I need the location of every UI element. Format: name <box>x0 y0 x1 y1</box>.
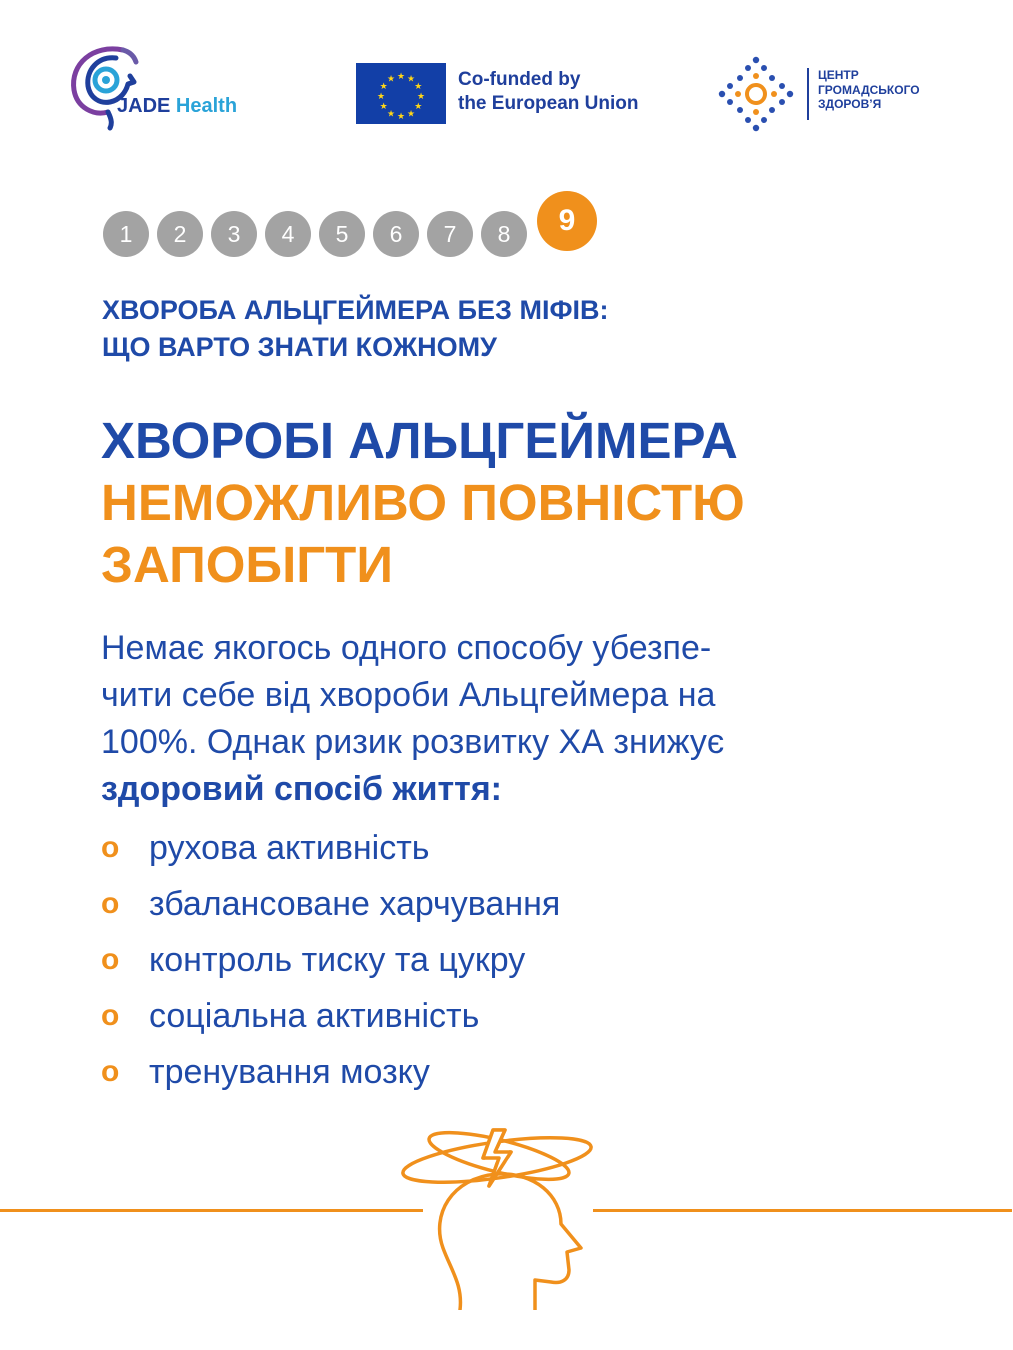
list-item <box>101 1044 560 1100</box>
page-5[interactable]: 5 <box>319 211 365 257</box>
subtitle-line-1: ХВОРОБА АЛЬЦГЕЙМЕРА БЕЗ МІФІВ: <box>102 295 609 325</box>
svg-text:★: ★ <box>379 82 388 92</box>
jade-health-wordmark <box>117 95 237 118</box>
bullet-icon: о <box>101 999 120 1032</box>
page-1[interactable]: 1 <box>103 211 149 257</box>
headline-orange <box>101 472 745 596</box>
jade-health-logo-icon <box>68 42 278 132</box>
eu-line-2: the European Union <box>458 93 639 114</box>
intro-paragraph <box>101 625 724 813</box>
jade-health-label: Health <box>175 95 238 117</box>
para-line-2: чити себе від хвороби Альцгеймера на <box>101 676 716 714</box>
svg-text:★: ★ <box>386 109 396 120</box>
svg-text:★: ★ <box>414 82 423 92</box>
page-8[interactable]: 8 <box>481 211 527 257</box>
cgz-line-3: ЗДОРОВ’Я <box>818 97 882 111</box>
list-item-text: тренування мозку <box>149 1052 430 1091</box>
cgz-divider <box>807 68 809 120</box>
list-item-text: соціальна активність <box>149 996 480 1035</box>
cgz-wordmark <box>818 68 920 112</box>
list-item <box>101 932 560 988</box>
bullet-icon: о <box>101 943 120 976</box>
eu-flag-icon <box>356 63 446 124</box>
subtitle-line-2: ЩО ВАРТО ЗНАТИ КОЖНОМУ <box>102 332 497 362</box>
svg-text:★: ★ <box>386 74 396 85</box>
svg-text:★: ★ <box>416 92 426 102</box>
para-line-3: 100%. Однак ризик розвитку ХА знижує <box>101 723 725 761</box>
jade-name: JADE <box>117 95 171 117</box>
eu-cofunded-text <box>458 68 639 116</box>
headline-orange-line-1: НЕМОЖЛИВО ПОВНІСТЮ <box>101 474 745 531</box>
cgz-line-1: ЦЕНТР <box>818 68 859 82</box>
head-dizzy-icon <box>385 1120 615 1310</box>
bullet-icon: о <box>101 1055 120 1088</box>
svg-text:★: ★ <box>376 92 386 102</box>
page-current[interactable]: 9 <box>537 191 597 251</box>
svg-text:★: ★ <box>414 102 423 112</box>
page-6[interactable]: 6 <box>373 211 419 257</box>
svg-text:★: ★ <box>396 72 406 82</box>
cgz-logo-icon <box>718 56 794 132</box>
page-2[interactable]: 2 <box>157 211 203 257</box>
svg-text:★: ★ <box>406 109 416 120</box>
list-item <box>101 876 560 932</box>
list-item-text: контроль тиску та цукру <box>149 940 526 979</box>
page-4[interactable]: 4 <box>265 211 311 257</box>
cgz-line-2: ГРОМАДСЬКОГО <box>818 82 920 97</box>
page-3[interactable]: 3 <box>211 211 257 257</box>
list-item <box>101 820 560 876</box>
para-bold: здоровий спосіб життя: <box>101 770 502 808</box>
headline-orange-line-2: ЗАПОБІГТИ <box>101 536 393 593</box>
bullet-icon: о <box>101 887 120 920</box>
svg-text:★: ★ <box>379 102 388 112</box>
list-item <box>101 988 560 1044</box>
para-line-1: Немає якогось одного способу убезпе- <box>101 629 712 667</box>
list-item-text: збалансоване харчування <box>149 884 561 923</box>
page-7[interactable]: 7 <box>427 211 473 257</box>
pagination <box>103 191 605 257</box>
svg-text:★: ★ <box>396 112 406 122</box>
list-item-text: рухова активність <box>149 828 430 867</box>
headline-blue: ХВОРОБІ АЛЬЦГЕЙМЕРА <box>101 412 738 469</box>
bullet-icon: о <box>101 831 120 864</box>
svg-text:★: ★ <box>406 74 416 85</box>
lifestyle-list <box>101 820 560 1100</box>
eu-line-1: Co-funded by <box>458 69 581 90</box>
series-subtitle <box>102 292 609 366</box>
